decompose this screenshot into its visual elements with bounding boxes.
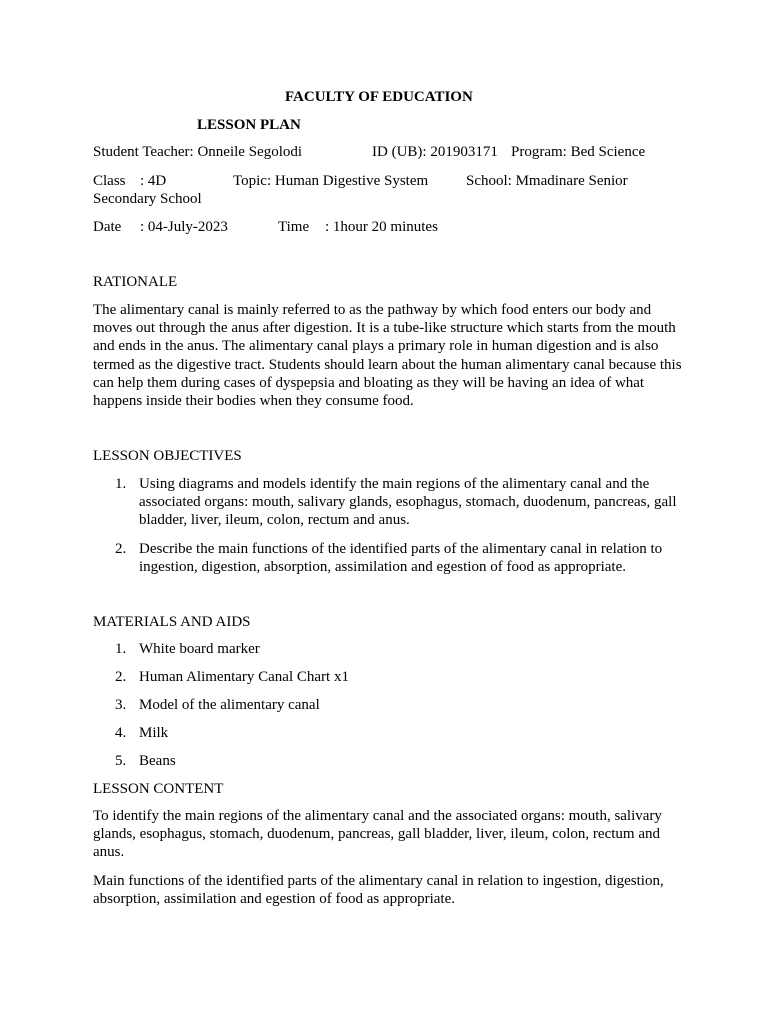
school: School: Mmadinare Senior xyxy=(466,173,628,189)
rationale-text: The alimentary canal is mainly referred to as the pathway by which food enters our body and moves out through the anus after digestion. It is a tube-like structure which starts from the mouth and ends in the anus. The alimentary canal plays a primary role in human digestion and is also termed as the digestive tract. Students should learn about the human alimentary canal because this can help them during cases of dyspepsia and bloating as they will be having an idea of what happens inside their bodies when they consume food. xyxy=(93,302,682,410)
list-item-text: Human Alimentary Canal Chart x1 xyxy=(139,669,349,685)
student-id: ID (UB): 201903171 xyxy=(372,144,498,160)
school-continued: Secondary School xyxy=(93,191,202,207)
lesson-plan-title: LESSON PLAN xyxy=(197,117,301,133)
list-item xyxy=(93,475,683,530)
program: Program: Bed Science xyxy=(511,144,646,160)
list-number: 5. xyxy=(115,753,127,769)
list-number: 3. xyxy=(115,697,127,713)
time-value: : 1hour 20 minutes xyxy=(325,219,438,235)
list-item xyxy=(93,752,683,770)
list-item-text: Model of the alimentary canal xyxy=(139,697,320,713)
list-number: 1. xyxy=(115,476,127,492)
date-label: Date xyxy=(93,219,122,235)
list-item xyxy=(93,724,683,742)
content-paragraph-2: Main functions of the identified parts of the alimentary canal in relation to ingestion, digestion, absorption, assimilation and egestion of food as appropriate. xyxy=(93,873,664,908)
topic: Topic: Human Digestive System xyxy=(233,173,429,189)
list-item-text: Beans xyxy=(139,753,176,769)
list-number: 2. xyxy=(115,669,127,685)
list-item-text: White board marker xyxy=(139,641,260,657)
list-number: 1. xyxy=(115,641,127,657)
list-item-text: Describe the main functions of the identified parts of the alimentary canal in relation to ingestion, digestion, absorption, assimilation and egestion of food as appropriate. xyxy=(139,540,663,575)
content-paragraph-1: To identify the main regions of the alimentary canal and the associated organs: mouth, salivary glands, esophagus, stomach, duodenum, pancreas, gall bladder, liver, ileum, colon, rectum and anus. xyxy=(93,808,662,861)
list-item-text: Milk xyxy=(139,725,169,741)
list-item xyxy=(93,540,683,576)
materials-list xyxy=(93,640,683,770)
class-value: : 4D xyxy=(140,173,167,189)
class-label: Class xyxy=(93,173,126,189)
objectives-list xyxy=(93,475,683,576)
faculty-heading: FACULTY OF EDUCATION xyxy=(285,89,473,105)
list-item xyxy=(93,668,683,686)
content-heading: LESSON CONTENT xyxy=(93,781,224,797)
list-item-text: Using diagrams and models identify the main regions of the alimentary canal and the associated organs: mouth, salivary glands, esophagus, stomach, duodenum, pancreas, gall bladder, liver, ileum, colon, rectum and anus. xyxy=(139,476,677,529)
student-teacher: Student Teacher: Onneile Segolodi xyxy=(93,144,303,160)
objectives-heading: LESSON OBJECTIVES xyxy=(93,448,242,464)
list-item xyxy=(93,640,683,658)
materials-heading: MATERIALS AND AIDS xyxy=(93,614,251,630)
time-label: Time xyxy=(278,219,310,235)
list-number: 2. xyxy=(115,540,127,557)
list-number: 4. xyxy=(115,725,127,741)
rationale-heading: RATIONALE xyxy=(93,274,178,290)
date-value: : 04-July-2023 xyxy=(140,219,228,235)
list-item xyxy=(93,696,683,714)
